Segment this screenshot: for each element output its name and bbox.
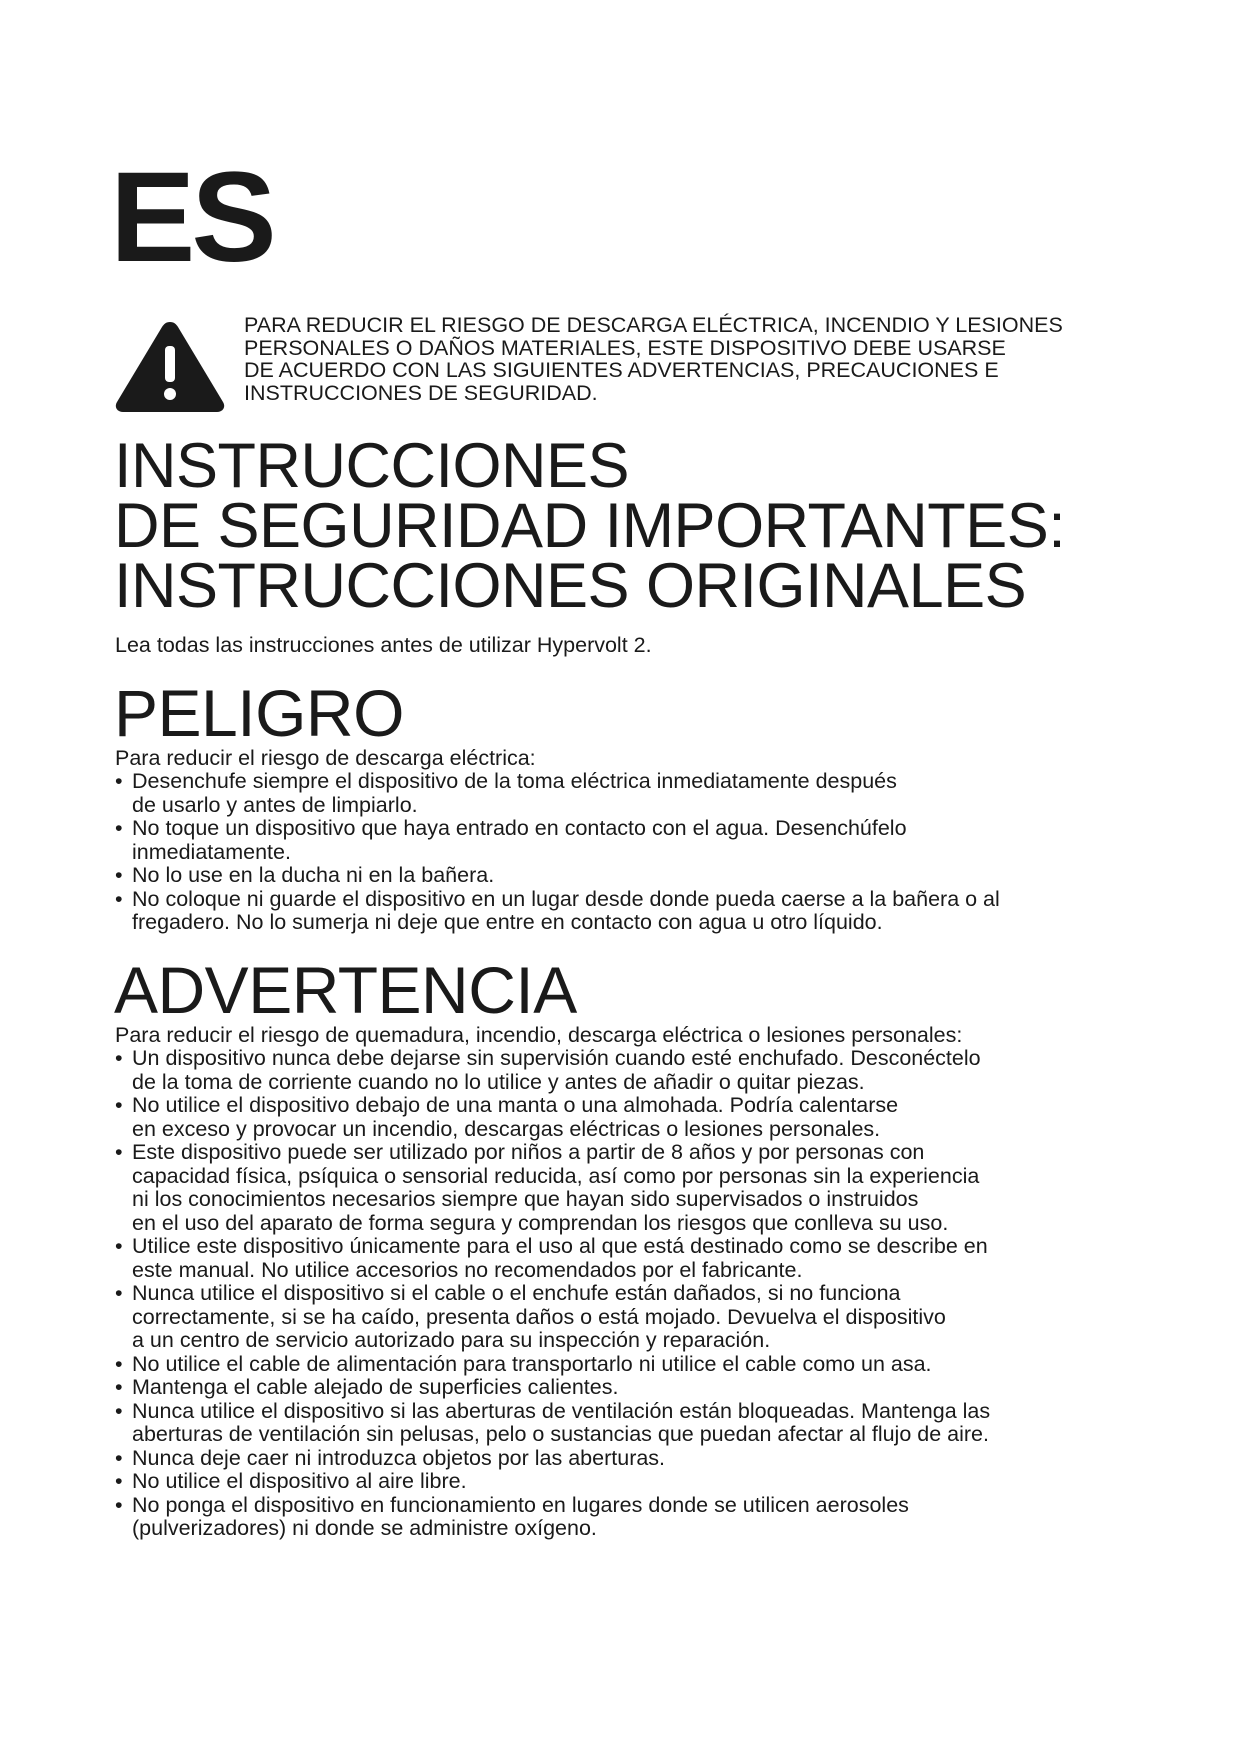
list-item-line: • Nunca utilice el dispositivo si las aberturas de ventilación están bloqueadas. Mantenga las (132, 1398, 991, 1423)
list-item-line: en el uso del aparato de forma segura y comprendan los riesgos que conlleva su uso. (132, 1210, 949, 1235)
advertencia-lead: Para reducir el riesgo de quemadura, incendio, descarga eléctrica o lesiones personales: (115, 1023, 963, 1047)
list-item-line: • Utilice este dispositivo únicamente para el uso al que está destinado como se describe en (132, 1234, 988, 1258)
list-item-line: fregadero. No lo sumerja ni deje que entre en contacto con agua u otro líquido. (132, 910, 883, 934)
list-item (115, 770, 1135, 817)
list-item-line: aberturas de ventilación sin pelusas, pelo o sustancias que puedan afectar al flujo de aire. (132, 1422, 989, 1446)
list-item-line: en exceso y provocar un incendio, descargas eléctricas o lesiones personales. (132, 1116, 881, 1141)
warning-line: INSTRUCCIONES DE SEGURIDAD. (244, 380, 598, 405)
list-item (115, 1047, 1135, 1094)
list-item-line: inmediatamente. (132, 839, 291, 864)
list-item (115, 1400, 1135, 1447)
list-item-line: este manual. No utilice accesorios no recomendados por el fabricante. (132, 1257, 803, 1282)
list-item-line: • No utilice el dispositivo debajo de una manta o una almohada. Podría calentarse (132, 1093, 899, 1117)
safety-warning-block (112, 314, 1132, 414)
list-item-line: ni los conocimientos necesarios siempre que hayan sido supervisados o instruidos (132, 1187, 919, 1211)
intro-text: Lea todas las instrucciones antes de utilizar Hypervolt 2. (115, 633, 652, 657)
list-item (115, 1235, 1135, 1282)
peligro-list (115, 770, 1135, 935)
list-item-line: • No lo use en la ducha ni en la bañera. (132, 863, 495, 887)
list-item-line: • Nunca utilice el dispositivo si el cable o el enchufe están dañados, si no funciona (132, 1281, 901, 1305)
safety-warning-text (244, 314, 1144, 404)
warning-line: PERSONALES O DAÑOS MATERIALES, ESTE DISPOSITIVO DEBE USARSE (244, 335, 1006, 360)
warning-triangle-icon (112, 316, 228, 416)
list-item (115, 1470, 1135, 1494)
list-item-line: • Desenchufe siempre el dispositivo de la toma eléctrica inmediatamente después (132, 769, 897, 793)
list-item-line: • No coloque ni guarde el dispositivo en un lugar desde donde pueda caerse a la bañera o al (132, 886, 1000, 911)
list-item-line: • Este dispositivo puede ser utilizado por niños a partir de 8 años y por personas con (132, 1140, 925, 1164)
list-item (115, 1447, 1135, 1471)
list-item-line: • Nunca deje caer ni introduzca objetos por las aberturas. (132, 1445, 666, 1470)
title-line: INSTRUCCIONES ORIGINALES (114, 551, 1027, 621)
list-item (115, 817, 1135, 864)
list-item-line: • No utilice el dispositivo al aire libre. (132, 1469, 467, 1493)
list-item-line: • No ponga el dispositivo en funcionamiento en lugares donde se utilicen aerosoles (132, 1492, 909, 1517)
language-code: ES (110, 146, 273, 289)
list-item (115, 1353, 1135, 1377)
advertencia-heading: ADVERTENCIA (114, 953, 577, 1027)
list-item-line: correctamente, si se ha caído, presenta daños o está mojado. Devuelva el dispositivo (132, 1304, 946, 1329)
list-item (115, 1141, 1135, 1235)
title-line: DE SEGURIDAD IMPORTANTES: (114, 491, 1066, 561)
list-item (115, 864, 1135, 888)
list-item-line: de usarlo y antes de limpiarlo. (132, 792, 418, 817)
list-item-line: (pulverizadores) ni donde se administre oxígeno. (132, 1516, 597, 1540)
warning-line: DE ACUERDO CON LAS SIGUIENTES ADVERTENCIAS, PRECAUCIONES E (244, 358, 999, 382)
warning-line: PARA REDUCIR EL RIESGO DE DESCARGA ELÉCTRICA, INCENDIO Y LESIONES (244, 313, 1063, 337)
list-item-line: de la toma de corriente cuando no lo utilice y antes de añadir o quitar piezas. (132, 1069, 865, 1094)
peligro-heading: PELIGRO (114, 676, 404, 750)
peligro-lead: Para reducir el riesgo de descarga eléctrica: (115, 746, 536, 770)
list-item-line: • No toque un dispositivo que haya entrado en contacto con el agua. Desenchúfelo (132, 816, 907, 840)
list-item-line: • Un dispositivo nunca debe dejarse sin supervisión cuando esté enchufado. Desconéctelo (132, 1046, 981, 1070)
list-item (115, 1494, 1135, 1541)
title-line: INSTRUCCIONES (114, 431, 630, 501)
list-item-line: • No utilice el cable de alimentación para transportarlo ni utilice el cable como un asa. (132, 1351, 932, 1376)
list-item (115, 1094, 1135, 1141)
page-title (114, 431, 1066, 621)
list-item (115, 1282, 1135, 1353)
advertencia-list (115, 1047, 1135, 1541)
list-item-line: • Mantenga el cable alejado de superficies calientes. (132, 1375, 619, 1399)
list-item (115, 888, 1135, 935)
list-item-line: a un centro de servicio autorizado para su inspección y reparación. (132, 1328, 771, 1352)
list-item (115, 1376, 1135, 1400)
list-item-line: capacidad física, psíquica o sensorial reducida, así como por personas sin la experiencia (132, 1163, 980, 1188)
